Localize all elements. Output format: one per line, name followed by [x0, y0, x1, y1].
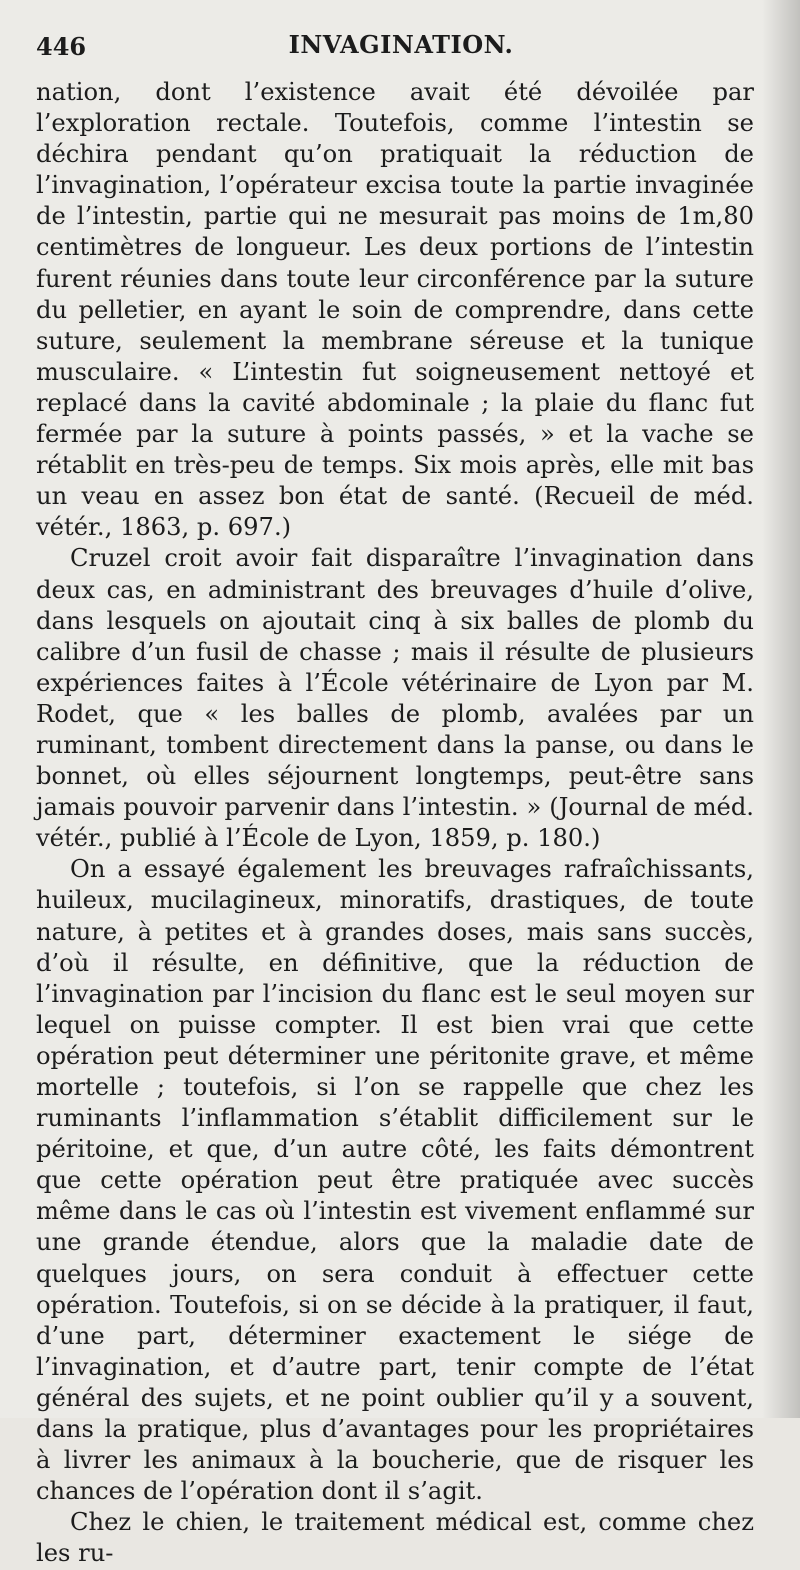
running-title: INVAGINATION. [288, 30, 514, 59]
paragraph-cruzel: Cruzel croit avoir fait disparaître l’invagination dans deux cas, en administrant des breuvages d’huile d’olive, dans lesquels on ajoutait cinq à six balles de plomb du calibre d’un fusil de chasse ; mais il résulte de plusieurs expériences faites à l’École vétérinaire de Lyon par M. Rodet, que « les balles de plomb, avalées par un ruminant, tombent directement dans la panse, ou dans le bonnet, où elles séjournent longtemps, peut-être sans jamais pouvoir parvenir dans l’intestin. » (Journal de méd. vétér., publié à l’École de Lyon, 1859, p. 180.) [36, 544, 754, 853]
page-edge-shadow [762, 0, 800, 1418]
page-number: 446 [36, 32, 87, 61]
paragraph-treatment: On a essayé également les breuvages rafraîchissants, huileux, mucilagineux, minoratifs, drastiques, de toute nature, à petites et à grandes doses, mais sans succès, d’où il résulte, en définitive, que la réduction de l’invagination par l’incision du flanc est le seul moyen sur lequel on puisse compter. Il est bien vrai que cette opération peut déterminer une péritonite grave, et même mortelle ; toutefois, si l’on se rappelle que chez les ruminants l’inflammation s’établit difficilement sur le péritoine, et que, d’un autre côté, les faits démontrent que cette opération peut être pratiquée avec succès même dans le cas où l’intestin est vivement enflammé sur une grande étendue, alors que la maladie date de quelques jours, on sera conduit à effectuer cette opération. Toutefois, si on se décide à la pratiquer, il faut, d’une part, déterminer exactement le siége de l’invagination, et d’autre part, tenir compte de l’état général des sujets, et ne point oublier qu’il y a souvent, dans la pratique, plus d’avantages pour les propriétaires à livrer les animaux à la boucherie, que de risquer les chances de l’opération dont il s’agit. [36, 855, 754, 1506]
page-header [36, 30, 766, 64]
paragraph-chien: Chez le chien, le traitement médical est, comme chez les ru- [36, 1508, 754, 1568]
paragraph-continuation: nation, dont l’existence avait été dévoilée par l’exploration rectale. Toutefois, comme l’intestin se déchira pendant qu’on pratiquait la réduction de l’invagination, l’opérateur excisa toute la partie invaginée de l’intestin, partie qui ne mesurait pas moins de 1m,80 centimètres de longueur. Les deux portions de l’intestin furent réunies dans toute leur circonférence par la suture du pelletier, en ayant le soin de comprendre, dans cette suture, seulement la membrane séreuse et la tunique musculaire. « L’intestin fut soigneusement nettoyé et replacé dans la cavité abdominale ; la plaie du flanc fut fermée par la suture à points passés, » et la vache se rétablit en très-peu de temps. Six mois après, elle mit bas un veau en assez bon état de santé. (Recueil de méd. vétér., 1863, p. 697.) [36, 78, 754, 542]
body-text [36, 77, 754, 1570]
